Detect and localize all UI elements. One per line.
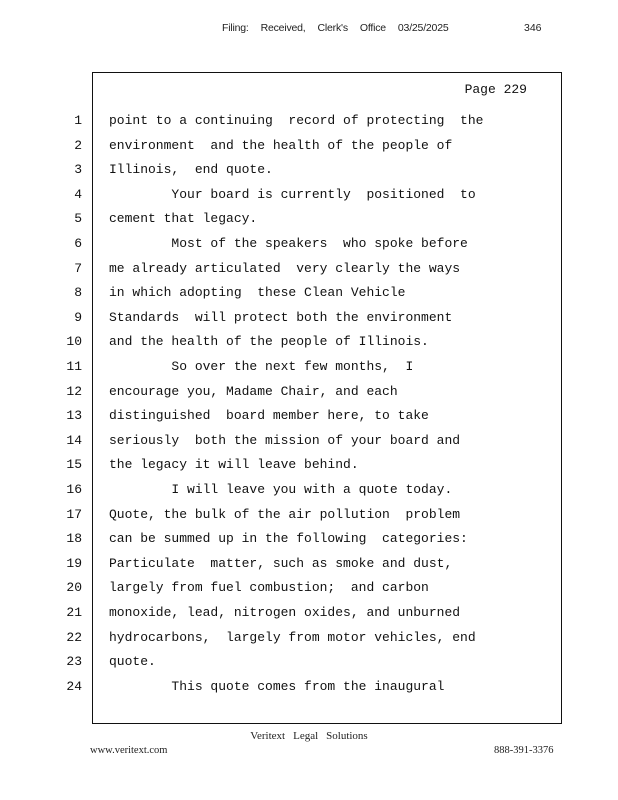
company-word-3: Solutions: [326, 730, 368, 742]
filing-page-number: 346: [524, 22, 542, 34]
line-text: Your board is currently positioned to: [109, 186, 476, 202]
line-text: Particulate matter, such as smoke and dust,: [109, 555, 453, 571]
line-text: environment and the health of the people of: [109, 137, 453, 153]
transcript-line: [0, 334, 618, 354]
transcript-line: [0, 580, 618, 600]
transcript-line: [0, 679, 618, 699]
line-number: 21: [66, 605, 82, 620]
transcript-line: [0, 162, 618, 182]
line-text: cement that legacy.: [109, 211, 258, 227]
transcript-line: [0, 408, 618, 428]
line-number: 19: [66, 555, 82, 571]
line-number: 8: [74, 285, 82, 301]
filing-stamp: [222, 22, 460, 34]
line-text: This quote comes from the inaugural: [109, 678, 445, 694]
transcript-line: [0, 187, 618, 207]
footer-company: [0, 730, 618, 742]
transcript-line: [0, 359, 618, 379]
transcript-line: [0, 507, 618, 527]
filing-date: 03/25/2025: [397, 22, 449, 34]
filing-header: [0, 22, 618, 38]
line-text: can be summed up in the following categories:: [109, 531, 468, 547]
line-number: 7: [74, 260, 82, 276]
line-number: 18: [66, 531, 82, 547]
line-text: the legacy it will leave behind.: [109, 457, 359, 473]
line-text: point to a continuing record of protecting the: [109, 113, 484, 128]
line-number: 5: [74, 211, 82, 227]
line-number: 20: [66, 580, 82, 596]
line-number: 11: [66, 359, 82, 374]
line-number: 4: [74, 186, 82, 202]
line-number: 10: [66, 334, 82, 350]
line-text: monoxide, lead, nitrogen oxides, and unburned: [109, 605, 461, 620]
transcript-line: [0, 113, 618, 133]
company-word-1: Veritext: [250, 730, 286, 742]
transcript-line: [0, 433, 618, 453]
clerks-label: Clerk's: [317, 22, 348, 34]
transcript-line: [0, 556, 618, 576]
filing-label: Filing:: [222, 22, 249, 34]
line-number: 9: [74, 309, 82, 325]
line-text: Standards will protect both the environment: [109, 309, 453, 325]
line-text: hydrocarbons, largely from motor vehicles, end: [109, 629, 476, 645]
transcript-line: [0, 138, 618, 158]
company-word-2: Legal: [293, 730, 319, 742]
line-number: 23: [66, 654, 82, 670]
line-number: 13: [66, 408, 82, 424]
transcript-line: [0, 236, 618, 256]
transcript-page-label: Page 229: [464, 82, 527, 97]
transcript-line: [0, 630, 618, 650]
transcript-line: [0, 261, 618, 281]
line-text: Most of the speakers who spoke before: [109, 236, 468, 251]
line-number: 1: [74, 113, 82, 128]
line-number: 16: [66, 482, 82, 497]
received-label: Received,: [260, 22, 306, 34]
line-text: me already articulated very clearly the ways: [109, 260, 461, 276]
line-text: distinguished board member here, to take: [109, 408, 429, 424]
line-text: quote.: [109, 654, 156, 670]
line-number: 2: [74, 137, 82, 153]
line-number: 6: [74, 236, 82, 251]
footer-phone: 888-391-3376: [494, 745, 554, 756]
line-text: Quote, the bulk of the air pollution problem: [109, 506, 461, 522]
transcript-line: [0, 457, 618, 477]
transcript-line: [0, 605, 618, 625]
footer-website: www.veritext.com: [90, 745, 168, 756]
line-number: 22: [66, 629, 82, 645]
line-number: 24: [66, 678, 82, 694]
transcript-line: [0, 285, 618, 305]
transcript-line: [0, 384, 618, 404]
line-text: seriously both the mission of your board and: [109, 432, 461, 448]
line-text: I will leave you with a quote today.: [109, 482, 453, 497]
transcript-line: [0, 531, 618, 551]
line-number: 3: [74, 162, 82, 178]
line-number: 14: [66, 432, 82, 448]
transcript-line: [0, 654, 618, 674]
line-number: 15: [66, 457, 82, 473]
transcript-line: [0, 310, 618, 330]
office-label: Office: [359, 22, 386, 34]
transcript-line: [0, 211, 618, 231]
line-text: So over the next few months, I: [109, 359, 414, 374]
line-number: 17: [66, 506, 82, 522]
line-text: and the health of the people of Illinois.: [109, 334, 429, 350]
line-number: 12: [66, 383, 82, 399]
line-text: largely from fuel combustion; and carbon: [109, 580, 429, 596]
transcript-line: [0, 482, 618, 502]
line-text: encourage you, Madame Chair, and each: [109, 383, 398, 399]
line-text: in which adopting these Clean Vehicle: [109, 285, 406, 301]
line-text: Illinois, end quote.: [109, 162, 273, 178]
